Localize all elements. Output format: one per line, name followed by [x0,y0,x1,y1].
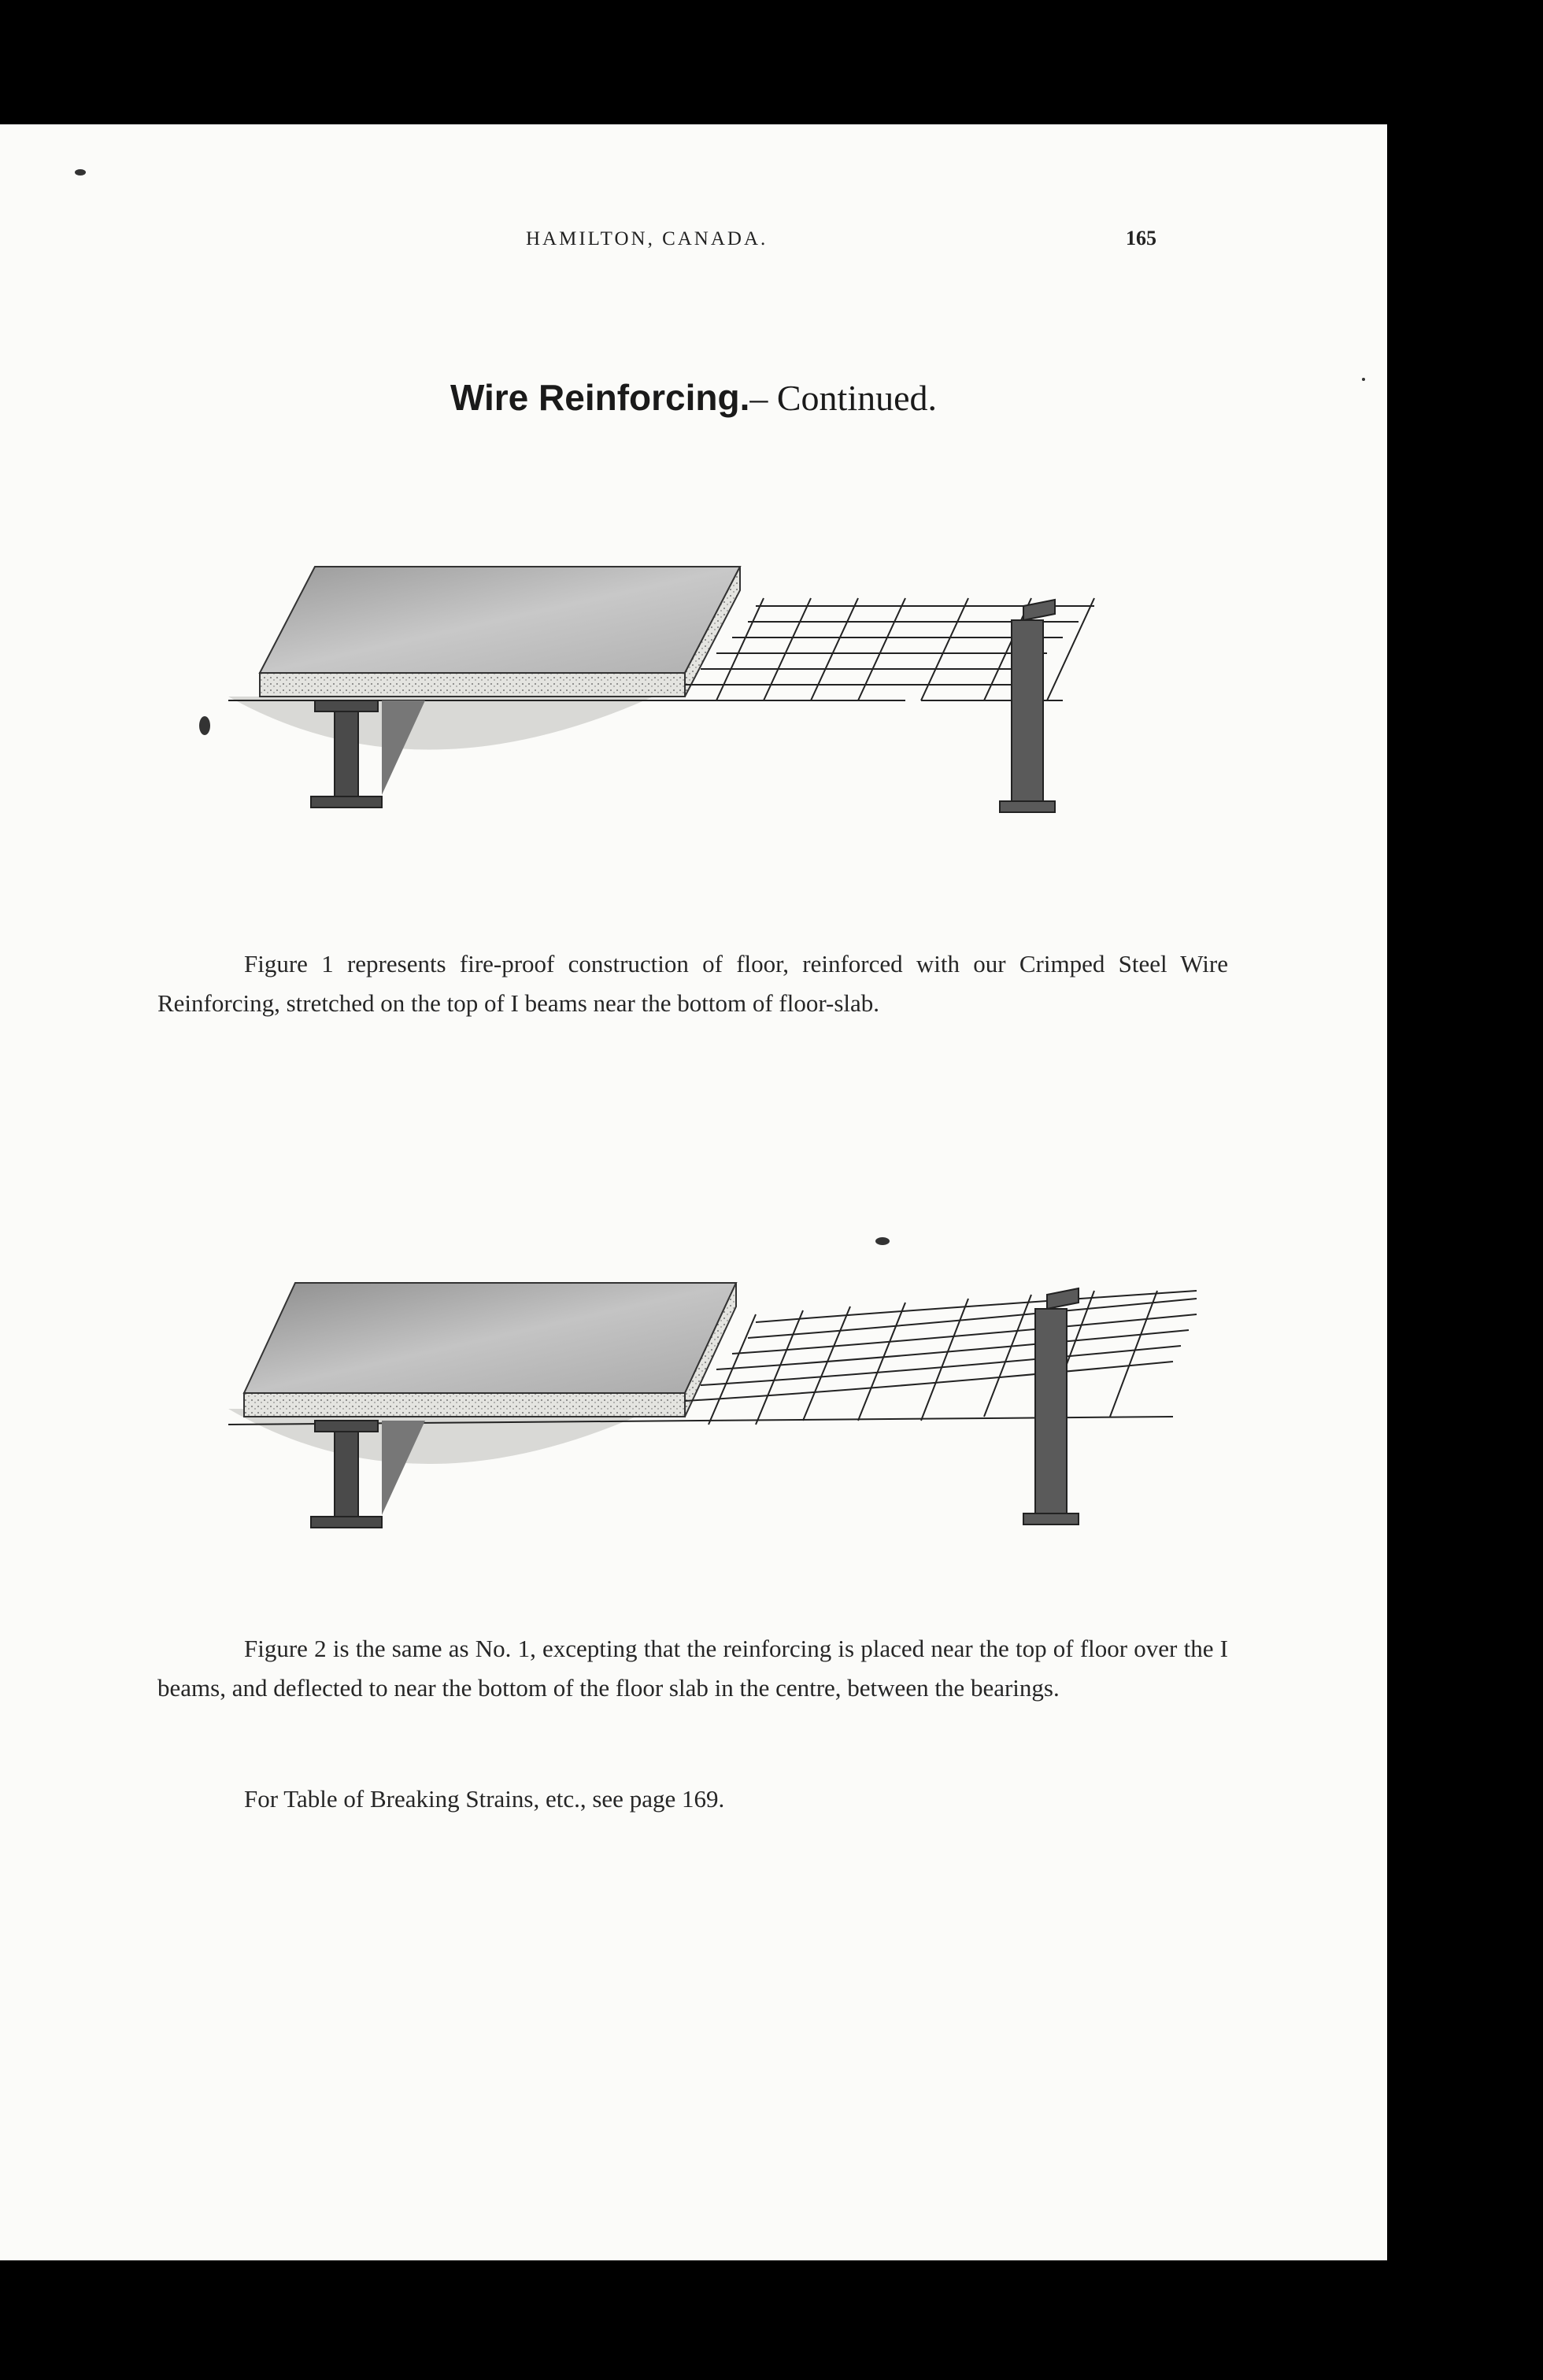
heading-bold: Wire Reinforcing. [450,377,750,418]
breaking-strains-reference: For Table of Breaking Strains, etc., see page 169. [244,1785,725,1813]
figure-1-illustration [213,543,1204,889]
running-title: HAMILTON, CANADA. [526,228,768,249]
running-head [0,228,1543,260]
figure-2-caption: Figure 2 is the same as No. 1, excepting that the reinforcing is placed near the top of floor over the I beams, and deflected to near the bottom of the floor slab in the centre, between the bearings. [157,1635,1228,1702]
dust-speck [1362,378,1365,381]
dust-speck [875,1237,890,1245]
dust-speck [199,716,210,735]
book-page [0,124,1387,2260]
figure-1-caption: Figure 1 represents fire-proof construction of floor, reinforced with our Crimped Steel Wire Reinforcing, stretched on the top of I beams near the bottom of floor-slab. [157,950,1228,1017]
heading-continued: – Continued. [749,378,938,418]
page-number: 165 [1126,227,1156,249]
figure-2-illustration [213,1259,1204,1606]
dust-speck [75,169,86,176]
section-heading [0,376,1387,419]
